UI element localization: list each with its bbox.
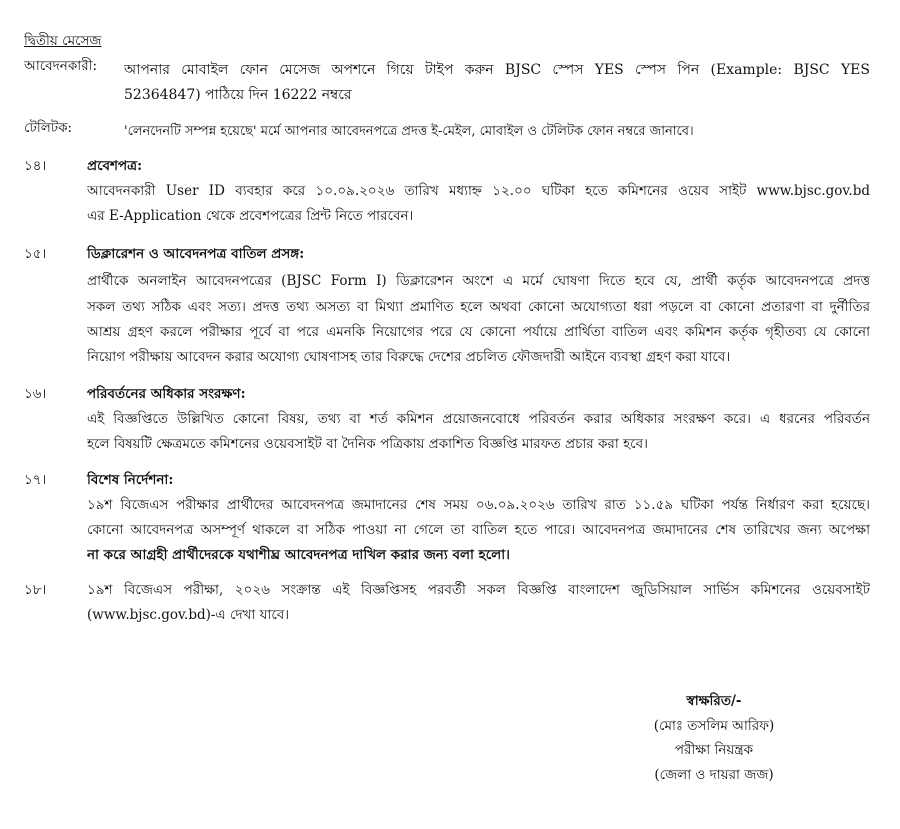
section-15-line-3: আশ্রয় গ্রহণ করলে পরীক্ষার পূর্বে বা পরে এমনকি নিয়োগের পরে যে কোনো পর্যায়ে প্রার্থিতা বাতিল এবং কমিশন কর্তৃক গৃহীতব্য যে কোনো [87,324,870,340]
section-16-number: ১৬। [24,386,47,402]
signatory-name: (মোঃ তসলিম আরিফ) [653,718,775,734]
section-18-line-2: (www.bjsc.gov.bd)-এ দেখা যাবে। [87,607,290,623]
section-18-number: ১৮। [24,582,47,598]
section-16-line-2: হলে বিষয়টি ক্ষেত্রমতে কমিশনের ওয়েবসাইট বা দৈনিক পত্রিকায় প্রকাশিত বিজ্ঞপ্তি মারফত প্রচার করা হবে। [87,436,648,452]
section-17-number: ১৭। [24,472,47,488]
section-18-line-1: ১৯শ বিজেএস পরীক্ষা, ২০২৬ সংক্রান্ত এই বিজ্ঞপ্তিসহ পরবর্তী সকল বিজ্ঞপ্তি বাংলাদেশ জুডিসিয়াল সার্ভিস কমিশনের ওয়েবসাইট [87,582,870,598]
section-17-line-3: না করে আগ্রহী প্রার্থীদেরকে যথাশীঘ্র আবেদনপত্র দাখিল করার জন্য বলা হলো। [87,547,510,563]
second-message-heading: দ্বিতীয় মেসেজ [24,33,102,49]
section-15-line-2: সকল তথ্য সঠিক এবং সত্য। প্রদত্ত তথ্য অসত্য বা মিথ্যা প্রমাণিত হলে অথবা কোনো অযোগ্যতা ধরা পড়লে বা কোনো প্রতারণা বা দুর্নীতির [87,299,870,315]
signatory-designation: পরীক্ষা নিয়ন্ত্রক [674,742,754,758]
section-15-title: ডিক্লারেশন ও আবেদনপত্র বাতিল প্রসঙ্গ: [87,246,305,262]
section-16-line-1: এই বিজ্ঞপ্তিতে উল্লিখিত কোনো বিষয়, তথ্য বা শর্ত কমিশন প্রয়োজনবোধে পরিবর্তন করার অধিকার সংরক্ষণ করে। এ ধরনের পরিবর্তন [87,411,870,427]
section-17-line-2: কোনো আবেদনপত্র অসম্পূর্ণ থাকলে বা সঠিক পাওয়া না গেলে তা বাতিল হতে পারে। আবেদনপত্র জমাদানের শেষ তারিখের জন্য অপেক্ষা [87,522,870,538]
teletalk-text: 'লেনদেনটি সম্পন্ন হয়েছে' মর্মে আপনার আবেদনপত্রে প্রদত্ত ই-মেইল, মোবাইল ও টেলিটক ফোন নম্বরে জানাবে। [124,124,694,139]
section-14-title: প্রবেশপত্র: [87,158,143,174]
applicant-label: আবেদনকারী: [24,58,98,74]
section-14-number: ১৪। [24,158,47,174]
section-17-title: বিশেষ নির্দেশনা: [87,472,174,488]
teletalk-label: টেলিটক: [24,120,73,136]
section-15-number: ১৫। [24,246,47,262]
section-16-title: পরিবর্তনের অধিকার সংরক্ষণ: [87,386,246,402]
applicant-instruction-line-2: 52364847) পাঠিয়ে দিন 16222 নম্বরে [124,87,352,103]
section-14-line-1: আবেদনকারী User ID ব্যবহার করে ১০.০৯.২০২৬ তারিখ মধ্যাহ্ন ১২.০০ ঘটিকা হতে কমিশনের ওয়েব সাইট www.bjsc.gov.bd [87,183,870,199]
section-17-line-1: ১৯শ বিজেএস পরীক্ষার প্রার্থীদের আবেদনপত্র জমাদানের শেষ সময় ০৬.০৯.২০২৬ তারিখ রাত ১১.৫৯ ঘটিকা পর্যন্ত নির্ধারণ করা হয়েছে। [87,497,870,513]
section-15-line-4: নিয়োগ পরীক্ষায় আবেদন করার অযোগ্য ঘোষণাসহ তার বিরুদ্ধে দেশের প্রচলিত ফৌজদারী আইনে ব্যবস্থা গ্রহণ করা যাবে। [87,349,731,365]
applicant-instruction-line-1: আপনার মোবাইল ফোন মেসেজ অপশনে গিয়ে টাইপ করুন BJSC স্পেস YES স্পেস পিন (Example: BJSC YES [124,62,870,78]
section-15-line-1: প্রার্থীকে অনলাইন আবেদনপত্রের (BJSC Form I) ডিক্লারেশন অংশে এ মর্মে ঘোষণা দিতে হবে যে, প্রার্থী কর্তৃক আবেদনপত্রে প্রদত্ত [87,273,870,289]
signature-signed: স্বাক্ষরিত/- [686,693,742,709]
signatory-rank: (জেলা ও দায়রা জজ) [654,767,774,783]
section-14-line-2: এর E-Application থেকে প্রবেশপত্রের প্রিন্ট নিতে পারবেন। [87,208,414,224]
